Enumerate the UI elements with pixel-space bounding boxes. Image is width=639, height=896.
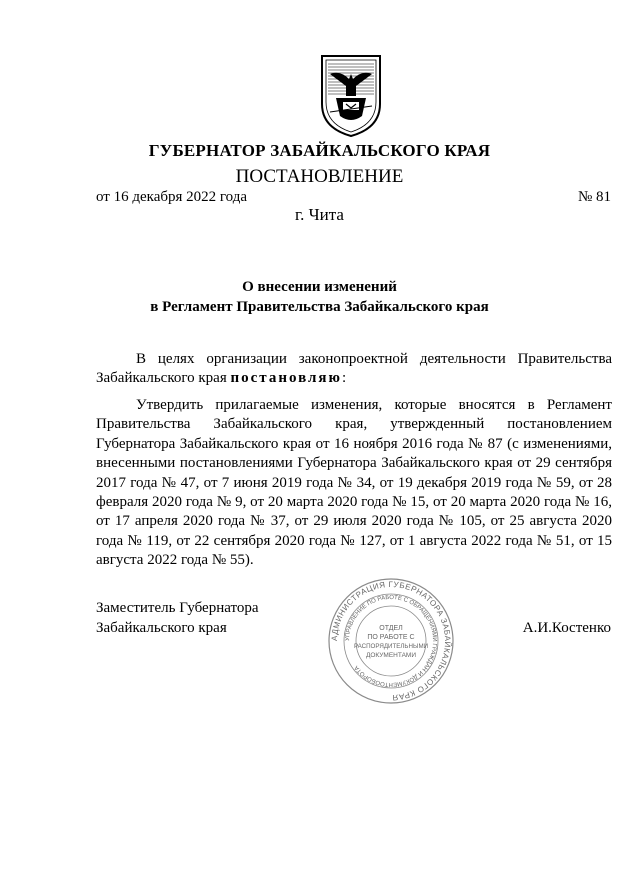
stamp-center-line-1: ОТДЕЛ (379, 625, 403, 632)
document-number: № 81 (577, 189, 611, 205)
subject-line-2: в Регламент Правительства Забайкальского края (150, 299, 489, 315)
document-type: ПОСТАНОВЛЕНИЕ (235, 166, 404, 187)
signer-name: А.И.Костенко (522, 620, 611, 636)
decree-word: постановляю (230, 370, 343, 387)
preamble-paragraph (96, 350, 612, 389)
document-city: г. Чита (295, 205, 344, 224)
issuing-authority: ГУБЕРНАТОР ЗАБАЙКАЛЬСКОГО КРАЯ (148, 141, 491, 160)
stamp-inner-text: УПРАВЛЕНИЕ ПО РАБОТЕ С ОБРАЩЕНИЯМИ ГРАЖДАН И ДОКУМЕНТООБОРОТА (344, 594, 438, 688)
subject-line-1: О внесении изменений (242, 279, 397, 295)
stamp-center-line-4: ДОКУМЕНТАМИ (365, 652, 417, 659)
signer-position-line-1: Заместитель Губернатора (96, 600, 259, 616)
coat-of-arms-icon (316, 52, 386, 138)
operative-paragraph: Утвердить прилагаемые изменения, которые вносятся в Регламент Правительства Забайкальского края, утвержденный постановлением Губернатора Забайкальского края от 16 ноября 2016 года № 87 (с изменениями, внесенными постановлениями Губернатора Забайкальского края от 29 сентября 2017 года № 47, от 7 июня 2019 года № 34, от 19 декабря 2019 года № 59, от 28 февраля 2020 года № 9, от 20 марта 2020 года № 15, от 20 марта 2020 года № 16, от 17 апреля 2020 года № 37, от 29 июля 2020 года № 105, от 25 августа 2020 года № 119, от 22 сентября 2020 года № 127, от 1 августа 2022 года № 51, от 15 августа 2022 года № 55). (96, 397, 612, 569)
official-stamp (326, 576, 456, 706)
stamp-center-line-3: РАСПОРЯДИТЕЛЬНЫМИ (353, 643, 429, 650)
document-date: от 16 декабря 2022 года (96, 189, 248, 205)
preamble-colon: : (342, 370, 347, 387)
stamp-center-line-2: ПО РАБОТЕ С (367, 634, 415, 641)
stamp-outer-text: АДМИНИСТРАЦИЯ ГУБЕРНАТОРА ЗАБАЙКАЛЬСКОГО КРАЯ (329, 579, 453, 703)
preamble-text: В целях организации законопроектной деятельности Правительства Забайкальского края (96, 351, 612, 387)
signer-position-line-2: Забайкальского края (96, 620, 227, 636)
